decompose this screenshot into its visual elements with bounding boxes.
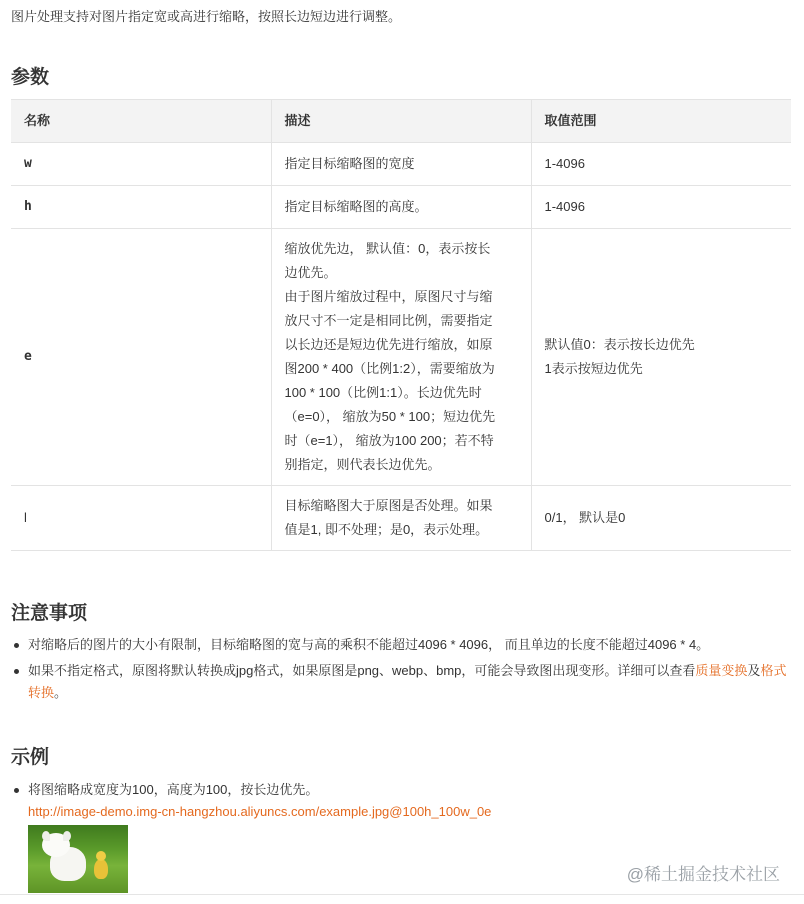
param-description-line: 放尺寸不一定是相同比例，需要指定: [284, 313, 493, 328]
param-description: [271, 229, 531, 486]
example-list: [11, 779, 791, 823]
watermark: @稀土掘金技术社区: [626, 865, 780, 884]
table-row: [11, 486, 791, 551]
param-range: [531, 186, 791, 229]
param-description-line: 缩放优先边， 默认值：0，表示按长: [284, 241, 491, 256]
param-description-line: 由于图片缩放过程中，原图尺寸与缩: [284, 289, 493, 304]
param-range-line: 0/1， 默认是0: [544, 510, 626, 525]
puppy-and-duckling-photo: [28, 825, 128, 893]
param-description-line: 别指定，则代表长边优先。: [284, 457, 441, 472]
notes-list: [11, 634, 791, 708]
param-range: [531, 486, 791, 551]
table-header-row: [11, 100, 791, 143]
format-conversion-link[interactable]: 格式转换: [28, 663, 787, 700]
param-range: [531, 143, 791, 186]
table-row: [11, 143, 791, 186]
example-url-link[interactable]: http://image-demo.img-cn-hangzhou.aliyuncs.com/example.jpg@100h_100w_0e: [28, 804, 492, 819]
param-description-line: 时（e=1）， 缩放为100 200；若不特: [284, 433, 494, 448]
param-description-line: 指定目标缩略图的高度。: [284, 199, 428, 214]
param-range-line: 1-4096: [544, 199, 585, 214]
note-text-end: 。: [54, 685, 68, 700]
table-row: [11, 229, 791, 486]
param-name: h: [11, 186, 271, 229]
param-description-line: 目标缩略图大于原图是否处理。如果: [284, 498, 493, 513]
example-text: 将图缩略成宽度为100，高度为100，按长边优先。: [28, 782, 319, 797]
section-title-notes: 注意事项: [11, 603, 88, 624]
section-title-params: 参数: [11, 67, 50, 88]
param-range-line: 默认值0：表示按长边优先: [544, 337, 695, 352]
duckling-head-shape: [96, 851, 106, 861]
note-text: 对缩略后的图片的大小有限制，目标缩略图的宽与高的乘积不能超过4096 * 4096， 而且单边的长度不能超过4096 * 4。: [28, 637, 710, 652]
header-name: 名称: [11, 100, 271, 143]
param-description: [271, 143, 531, 186]
puppy-ear-shape: [42, 831, 50, 841]
param-description: [271, 486, 531, 551]
header-range: 取值范围: [531, 100, 791, 143]
note-text: 如果不指定格式，原图将默认转换成jpg格式，如果原图是png、webp、bmp，可能会导致图出现变形。详细可以查看: [28, 663, 696, 678]
header-description: 描述: [271, 100, 531, 143]
list-item: [11, 779, 791, 823]
list-item: [11, 660, 791, 704]
param-description-line: 图200 * 400（比例1:2），需要缩放为: [284, 361, 495, 376]
note-text-conjunction: 及: [747, 663, 761, 678]
quality-transform-link[interactable]: 质量变换: [695, 663, 748, 678]
param-description-line: 以长边还是短边优先进行缩放，如原: [284, 337, 493, 352]
bottom-divider: [0, 894, 804, 895]
params-table: [11, 99, 791, 551]
param-description-line: （e=0）， 缩放为50 * 100；短边优先: [284, 409, 496, 424]
section-title-example: 示例: [11, 747, 50, 768]
puppy-ear-shape: [63, 831, 71, 841]
param-description-line: 100 * 100（比例1:1）。长边优先时: [284, 385, 482, 400]
param-description-line: 指定目标缩略图的宽度: [284, 156, 415, 171]
param-description-line: 边优先。: [284, 265, 337, 280]
intro-text: 图片处理支持对图片指定宽或高进行缩略，按照长边短边进行调整。: [11, 9, 402, 24]
param-range: [531, 229, 791, 486]
param-name: e: [11, 229, 271, 486]
param-range-line: 1-4096: [544, 156, 585, 171]
param-description: [271, 186, 531, 229]
duckling-body-shape: [94, 859, 108, 879]
list-item: [11, 634, 791, 656]
param-description-line: 值是1, 即不处理；是0，表示处理。: [284, 522, 489, 537]
param-name: w: [11, 143, 271, 186]
param-range-line: 1表示按短边优先: [544, 361, 643, 376]
table-row: [11, 186, 791, 229]
param-name: l: [11, 486, 271, 551]
